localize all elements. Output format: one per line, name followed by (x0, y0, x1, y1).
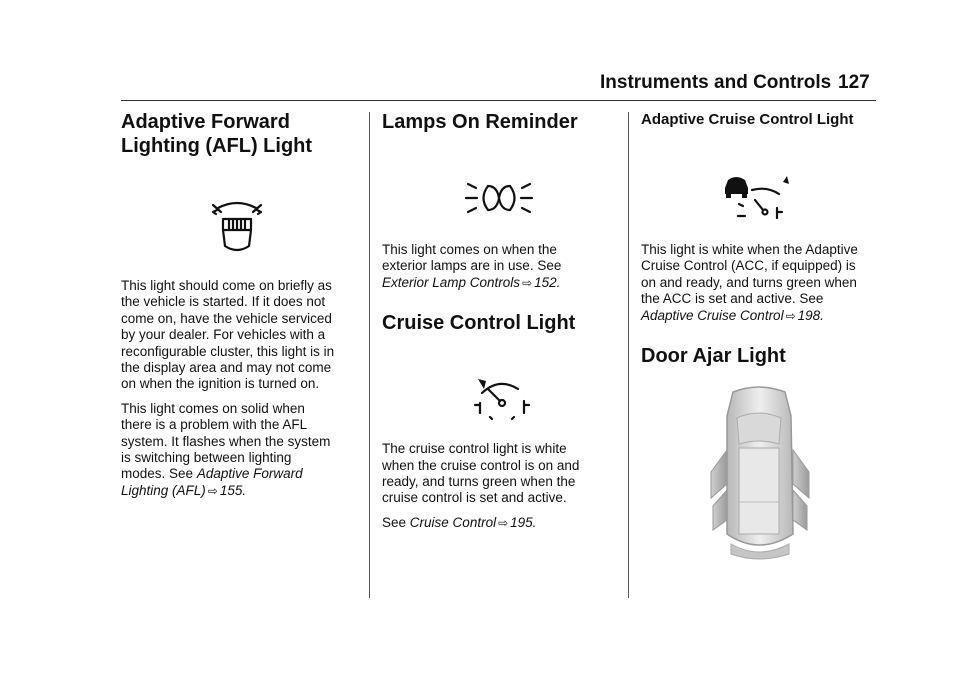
acc-page-ref[interactable]: 198. (797, 307, 824, 323)
column-acc-door (641, 110, 877, 564)
acc-heading: Adaptive Cruise Control Light (641, 111, 854, 128)
acc-cross-reference-link[interactable]: Adaptive Cruise Control (641, 307, 784, 323)
door-heading: Door Ajar Light (641, 345, 786, 368)
lamps-cross-reference-link[interactable]: Exterior Lamp Controls (382, 274, 521, 290)
header-rule (121, 100, 876, 101)
acc-paragraph: This light is white when the Adaptive Cruise Control (ACC, if equipped) is on and ready, and turns green when the ACC is set and active. See Adaptive Cruise Control ⇨ 198. (641, 242, 858, 323)
page-ref-arrow-icon: ⇨ (785, 308, 796, 323)
cruise-paragraph-2: See Cruise Control ⇨ 195. (382, 514, 537, 530)
lamps-on-icon (382, 172, 614, 226)
column-afl (121, 110, 353, 499)
page-ref-arrow-icon: ⇨ (522, 275, 533, 290)
page-ref-arrow-icon: ⇨ (207, 483, 218, 498)
door-ajar-car-icon (641, 384, 877, 564)
page-ref-arrow-icon: ⇨ (498, 515, 509, 530)
afl-cross-reference-link[interactable]: Adaptive Forward Lighting (AFL) (121, 466, 303, 498)
column-lamps-cruise (382, 110, 614, 531)
cruise-paragraph-1: The cruise control light is white when the cruise control is on and ready, and turns green when the cruise control is set and active. (382, 441, 580, 506)
lamps-heading: Lamps On Reminder (382, 111, 578, 133)
afl-heading: Adaptive Forward Lighting (AFL) Light (121, 111, 313, 157)
column-divider-1 (369, 112, 370, 598)
lamps-page-ref[interactable]: 152. (534, 274, 561, 290)
afl-page-ref[interactable]: 155. (219, 482, 247, 498)
cruise-control-icon (382, 373, 614, 429)
afl-paragraph-1: This light should come on briefly as the vehicle is started. If it does not come on, have the vehicle serviced by your dealer. For vehicles with a reconfigurable cluster, this light is in the display area and may not come on when the ignition is turned on. (121, 278, 335, 392)
afl-paragraph-2: This light comes on solid when there is a problem with the AFL system. It flashes when the system is switching between lighting modes. See Adaptive Forward Lighting (AFL) ⇨ 155. (121, 400, 331, 498)
page-number: 127 (838, 72, 870, 93)
column-divider-2 (628, 112, 629, 598)
section-title: Instruments and Controls (600, 72, 832, 93)
adaptive-cruise-icon (641, 164, 877, 226)
lamps-paragraph: This light comes on when the exterior lamps are in use. See Exterior Lamp Controls ⇨ 152. (382, 242, 562, 290)
afl-light-icon (121, 190, 353, 262)
cruise-cross-reference-link[interactable]: Cruise Control (409, 514, 497, 530)
cruise-page-ref[interactable]: 195. (510, 514, 537, 530)
cruise-heading: Cruise Control Light (382, 312, 576, 335)
